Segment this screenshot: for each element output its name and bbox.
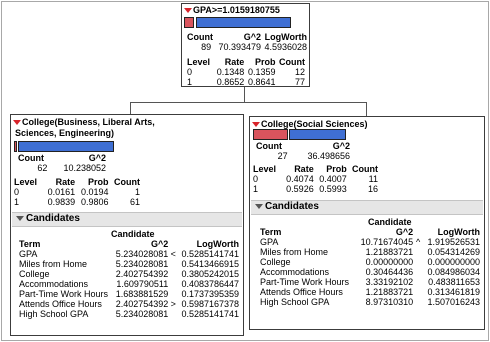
left-stats-table (18, 153, 106, 173)
col-header-count: Count (279, 57, 305, 67)
col-header-g2: G^2 (151, 239, 169, 249)
col-header-prob: Prob (88, 177, 109, 187)
left-bar-blue (18, 141, 114, 152)
root-node (181, 3, 310, 87)
tree-connector-horizontal (130, 102, 366, 103)
right-bar-blue (289, 129, 346, 140)
left-split-title-1: College(Business, Liberal Arts, (22, 117, 155, 127)
col-header-g2: G^2 (243, 32, 262, 42)
node-menu-icon[interactable] (13, 120, 21, 125)
left-node (10, 114, 244, 336)
col-header-count: Count (18, 153, 44, 163)
table-row: High School GPA 8.97310310 1.507016243 (260, 297, 480, 307)
level-row: 1 0.5926 0.5993 16 (253, 184, 378, 194)
col-header-prob: Prob (254, 57, 276, 67)
table-row: Miles from Home 1.21883721 0.054314269 (260, 247, 480, 257)
left-level-table (14, 177, 140, 207)
right-level-table (253, 164, 378, 194)
right-candidates-table (260, 227, 480, 307)
right-node (249, 116, 485, 330)
right-stats-table (256, 141, 350, 161)
table-row: College 2.402754392 0.3805242015 (19, 269, 239, 279)
col-header-term: Term (19, 239, 41, 249)
tree-connector-right (366, 102, 367, 116)
table-row: Accommodations 1.609790511 0.4083786447 (19, 279, 239, 289)
candidates-outline-header[interactable] (251, 200, 483, 215)
right-split-title: College(Social Sciences) (261, 119, 368, 129)
col-header-level: Level (253, 164, 277, 174)
candidate-group-header: Candidate (111, 229, 155, 239)
root-bar-blue (196, 17, 291, 28)
table-row: Accommodations 0.30464436 0.084986034 (260, 267, 480, 277)
candidate-group-header: Candidate (368, 217, 412, 227)
disclosure-icon[interactable] (255, 204, 263, 209)
col-header-logworth: LogWorth (437, 227, 480, 237)
root-bar-red (184, 17, 194, 28)
col-header-rate: Rate (55, 177, 76, 187)
col-header-count: Count (256, 141, 282, 151)
g2-value: 36.498656 (307, 151, 350, 161)
col-header-logworth: LogWorth (196, 239, 239, 249)
col-header-g2: G^2 (332, 141, 350, 151)
col-header-rate: Rate (294, 164, 314, 174)
table-row: Attends Office Hours 1.21883721 0.313461819 (260, 287, 480, 297)
col-header-count: Count (352, 164, 378, 174)
col-header-logworth: LogWorth (264, 32, 307, 42)
left-candidates-table (19, 239, 239, 319)
table-row: College 0.00000000 0.000000000 (260, 257, 480, 267)
col-header-level: Level (14, 177, 38, 187)
col-header-g2: G^2 (88, 153, 106, 163)
col-header-rate: Rate (224, 57, 245, 67)
col-header-level: Level (187, 57, 211, 67)
logworth-value: 4.5936028 (264, 42, 307, 52)
candidates-outline-header[interactable] (12, 212, 242, 227)
level-row: 1 0.8652 0.8641 77 (187, 77, 305, 87)
count-value: 89 (201, 42, 212, 52)
left-split-title-2: Sciences, Engineering) (15, 128, 115, 138)
node-menu-icon[interactable] (184, 8, 192, 13)
right-bar-red (253, 129, 288, 140)
table-row: Part-Time Work Hours 1.683881529 0.1737395359 (19, 289, 239, 299)
count-value: 27 (277, 151, 288, 161)
root-level-table (187, 57, 305, 87)
level-row: 1 0.9839 0.9806 61 (14, 197, 140, 207)
col-header-g2: G^2 (395, 227, 414, 237)
level-row: 0 0.0161 0.0194 1 (14, 187, 140, 197)
level-row: 0 0.1348 0.1359 12 (187, 67, 305, 77)
table-row: Miles from Home 5.234028081 0.5413466915 (19, 259, 239, 269)
disclosure-icon[interactable] (16, 216, 24, 221)
left-bar-red (14, 141, 17, 152)
col-header-count: Count (187, 32, 213, 42)
tree-connector-root (244, 85, 245, 103)
table-row: High School GPA 5.234028081 0.5285141741 (19, 309, 239, 319)
node-menu-icon[interactable] (252, 122, 260, 127)
table-row: Part-Time Work Hours 3.33192102 0.483811653 (260, 277, 480, 287)
candidates-title: Candidates (26, 213, 80, 224)
candidates-title: Candidates (265, 201, 319, 212)
count-value: 62 (37, 163, 48, 173)
col-header-count: Count (114, 177, 140, 187)
tree-connector-left (130, 102, 131, 114)
table-row: GPA 10.71674045 ^ 1.919526531 (260, 237, 480, 247)
root-split-title: GPA>=1.0159180755 (193, 5, 280, 15)
table-row: Attends Office Hours 2.402754392 > 0.5987167378 (19, 299, 239, 309)
level-row: 0 0.4074 0.4007 11 (253, 174, 378, 184)
g2-value: 70.393479 (218, 42, 262, 52)
col-header-term: Term (260, 227, 282, 237)
g2-value: 10.238052 (63, 163, 106, 173)
table-row: GPA 5.234028081 < 0.5285141741 (19, 249, 239, 259)
col-header-prob: Prob (326, 164, 347, 174)
root-stats-table (187, 32, 307, 52)
